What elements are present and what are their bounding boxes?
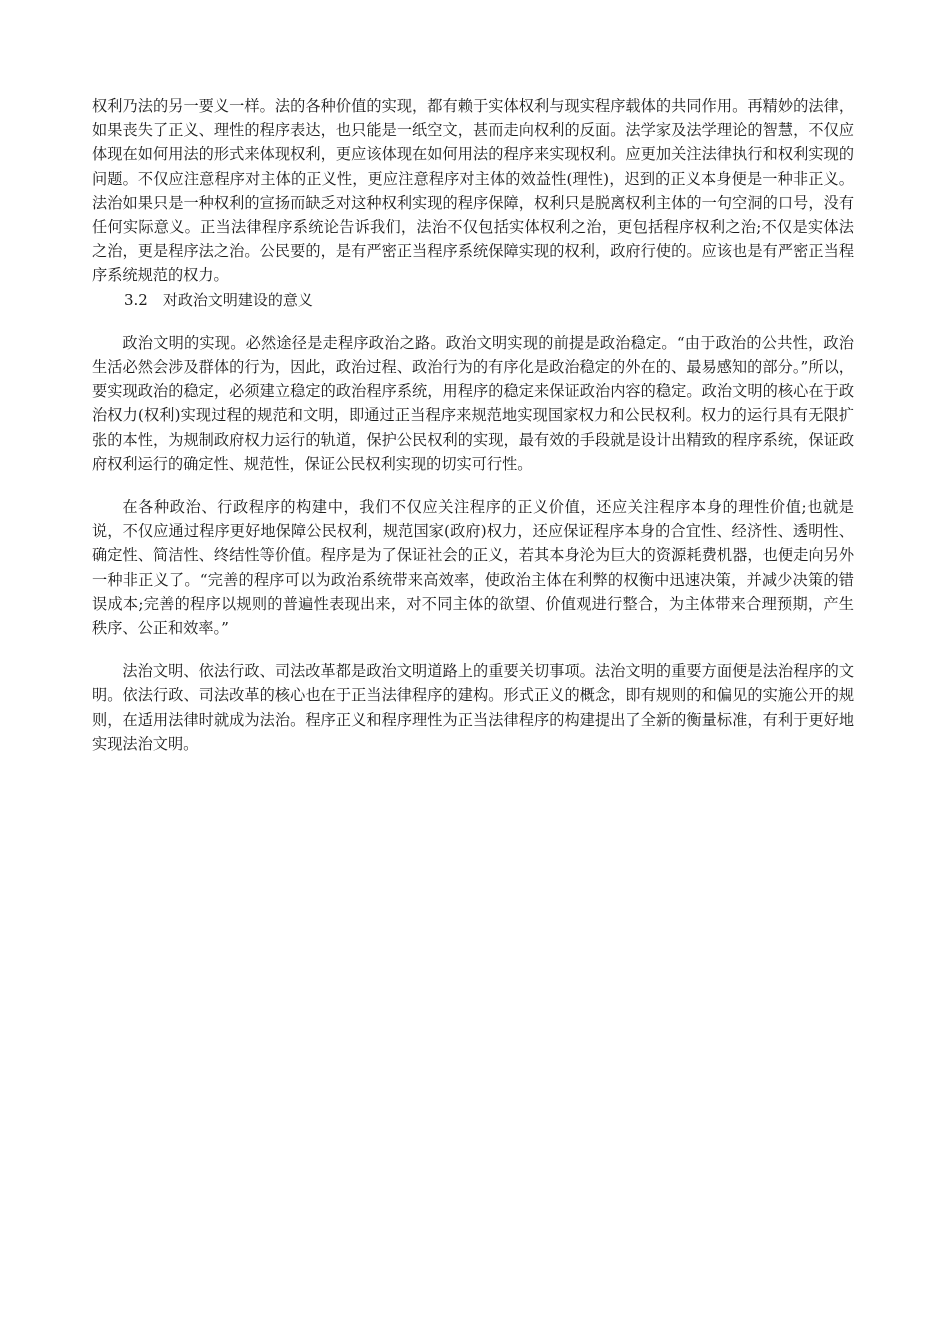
paragraph-rule-of-law: 法治文明、依法行政、司法改革都是政治文明道路上的重要关切事项。法治文明的重要方面便是法治程序的文明。依法行政、司法改革的核心也在于正当法律程序的建构。形式正义的概念，即有规则的和偏见的实施公开的规则，在适用法律时就成为法治。程序正义和程序理性为正当法律程序的构建提出了全新的衡量标准，有利于更好地实现法治文明。 <box>92 662 854 753</box>
paragraph-political-civilization: 政治文明的实现。必然途径是走程序政治之路。政治文明实现的前提是政治稳定。“由于政治的公共性，政治生活必然会涉及群体的行为，因此，政治过程、政治行为的有序化是政治稳定的外在的、最易感知的部分。”所以，要实现政治的稳定，必须建立稳定的政治程序系统，用程序的稳定来保证政治内容的稳定。政治文明的核心在于政治权力(权利)实现过程的规范和文明，即通过正当程序来规范地实现国家权力和公民权利。权力的运行具有无限扩张的本性，为规制政府权力运行的轨道，保护公民权利的实现，最有效的手段就是设计出精致的程序系统，保证政府权利运行的确定性、规范性，保证公民权利实现的切实可行性。 <box>92 333 854 473</box>
paragraph-rights-and-procedure: 权利乃法的另一要义一样。法的各种价值的实现，都有赖于实体权利与现实程序载体的共同作用。再精妙的法律，如果丧失了正义、理性的程序表达，也只能是一纸空文，甚而走向权利的反面。法学家及法学理论的智慧，不仅应体现在如何用法的形式来体现权利，更应该体现在如何用法的程序来实现权利。应更加关注法律执行和权利实现的问题。不仅应注意程序对主体的正义性，更应注意程序对主体的效益性(理性)，迟到的正义本身便是一种非正义。法治如果只是一种权利的宣扬而缺乏对这种权利实现的程序保障，权利只是脱离权利主体的一句空洞的口号，没有任何实际意义。正当法律程序系统论告诉我们，法治不仅包括实体权利之治，更包括程序权利之治;不仅是实体法之治，更是程序法之治。公民要的，是有严密正当程序系统保障实现的权利，政府行使的。应该也是有严密正当程序系统规范的权力。 <box>92 97 854 285</box>
section-heading: 3.2 对政治文明建设的意义 <box>124 290 313 309</box>
document-body <box>92 94 854 756</box>
paragraph-procedure-construction: 在各种政治、行政程序的构建中，我们不仅应关注程序的正义价值，还应关注程序本身的理性价值;也就是说，不仅应通过程序更好地保障公民权利，规范国家(政府)权力，还应保证程序本身的合宜性、经济性、透明性、确定性、简洁性、终结性等价值。程序是为了保证社会的正义，若其本身沦为巨大的资源耗费机器，也便走向另外一种非正义了。“完善的程序可以为政治系统带来高效率，使政治主体在利弊的权衡中迅速决策，并减少决策的错误成本;完善的程序以规则的普遍性表现出来，对不同主体的欲望、价值观进行整合，为主体带来合理预期，产生秩序、公正和效率。” <box>92 498 854 638</box>
